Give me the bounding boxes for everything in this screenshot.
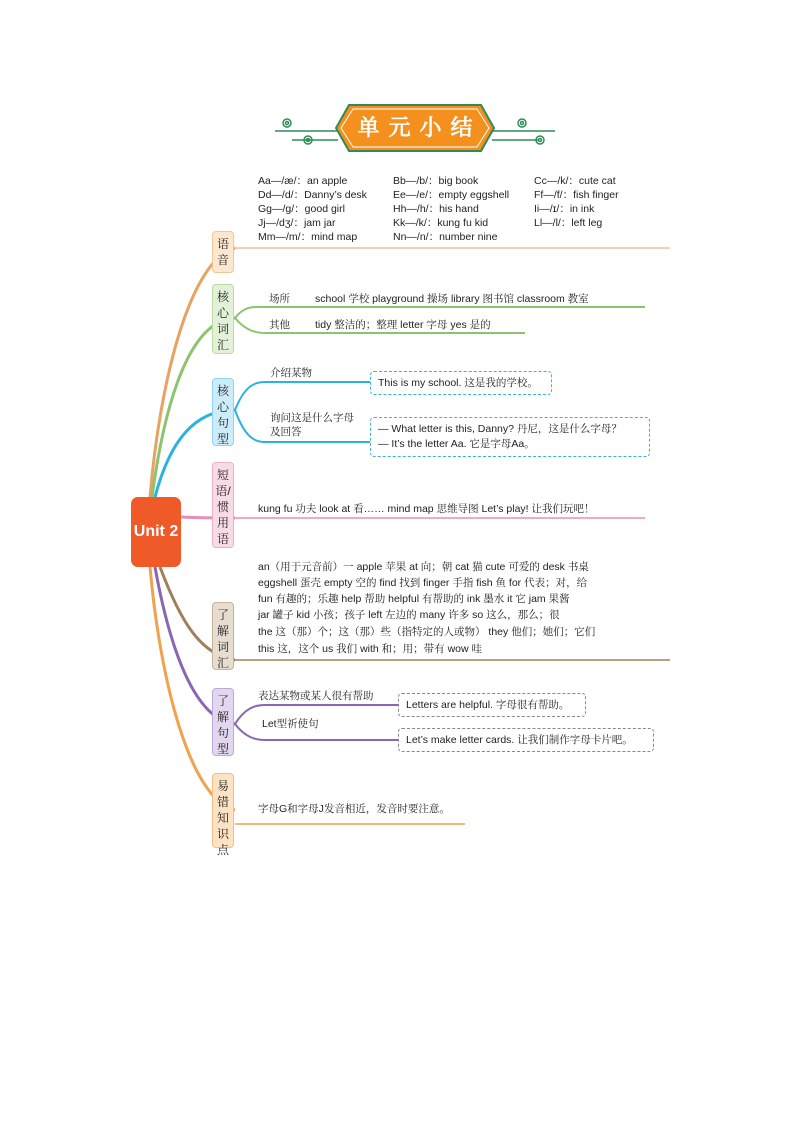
sentence-line: Letters are helpful. 字母很有帮助。 xyxy=(406,699,570,711)
sentence-head-ask-1: 询问这是什么字母 xyxy=(270,412,354,424)
words-line: an（用于元音前）一 apple 苹果 at 向；朝 cat 猫 cute 可爱的 desk 书桌 xyxy=(258,561,589,573)
phonics-item: Aa—/æ/：an apple xyxy=(258,175,348,187)
understand-box-helpful xyxy=(398,693,586,717)
phonics-item: Dd—/d/：Danny’s desk xyxy=(258,189,367,201)
understand-box-lets xyxy=(398,728,654,752)
words-line: jar 罐子 kid 小孩；孩子 left 左边的 many 许多 so 这么，那么；很 xyxy=(258,609,560,621)
sentence-line-1 xyxy=(235,382,370,410)
words-line: eggshell 蛋壳 empty 空的 find 找到 finger 手指 fish 鱼 for 代表；对，给 xyxy=(258,577,588,589)
vocab-head-places: 场所 xyxy=(269,293,290,305)
understand-head-helpful: 表达某物或某人很有帮助 xyxy=(258,690,374,702)
category-phonics: 语音 xyxy=(212,231,234,273)
page-title: 单元小结 xyxy=(357,115,482,140)
category-mistakes: 易错知识点 xyxy=(212,773,234,848)
phonics-item: Ff—/f/：fish finger xyxy=(534,189,619,201)
phonics-item: Hh—/h/：his hand xyxy=(393,203,479,215)
phonics-item: Ll—/l/：left leg xyxy=(534,217,603,229)
words-line: this 这，这个 us 我们 with 和；用；带有 wow 哇 xyxy=(258,643,483,655)
category-vocab: 核心词汇 xyxy=(212,284,234,354)
mistakes-text: 字母G和字母J发音相近，发音时要注意。 xyxy=(258,803,450,815)
category-understand-sentences: 了解句型 xyxy=(212,688,234,756)
phonics-item: Ee—/e/：empty eggshell xyxy=(393,189,510,201)
vocab-line-1 xyxy=(235,307,645,318)
phonics-item: Bb—/b/：big book xyxy=(393,175,479,187)
phonics-item: Gg—/g/：good girl xyxy=(258,203,345,215)
phrases-text: kung fu 功夫 look at 看…… mind map 思维导图 Let’s play! 让我们玩吧！ xyxy=(258,503,595,515)
sentence-line: This is my school. 这是我的学校。 xyxy=(378,377,538,389)
sentence-line: — What letter is this, Danny? 丹尼，这是什么字母？ xyxy=(378,423,622,435)
sentence-box-introduce xyxy=(370,371,552,395)
sentence-head-ask-2: 及回答 xyxy=(270,426,302,438)
words-line: fun 有趣的；乐趣 help 帮助 helpful 有帮助的 ink 墨水 it 它 jam 果酱 xyxy=(258,593,570,605)
phonics-item: Cc—/k/：cute cat xyxy=(534,175,616,187)
phonics-item: Jj—/dʒ/：jam jar xyxy=(258,217,336,229)
vocab-other-text: tidy 整洁的；整理 letter 字母 yes 是的 xyxy=(315,319,491,331)
sentence-head-introduce: 介绍某物 xyxy=(270,367,312,379)
words-line: the 这（那）个；这（那）些（指特定的人或物） they 他们；她们；它们 xyxy=(258,626,596,638)
root-node: Unit 2 xyxy=(131,497,181,567)
sentence-box-ask xyxy=(370,417,650,457)
phonics-item: Ii—/ɪ/：in ink xyxy=(534,203,595,215)
phonics-item: Kk—/k/：kung fu kid xyxy=(393,217,489,229)
sentence-line: — It’s the letter Aa. 它是字母Aa。 xyxy=(378,438,535,450)
category-sentence: 核心句型 xyxy=(212,378,234,446)
vocab-places-text: school 学校 playground 操场 library 图书馆 classroom 教室 xyxy=(315,293,589,305)
category-phrase: 短语/惯用语 xyxy=(212,462,234,548)
phonics-item: Nn—/n/：number nine xyxy=(393,231,498,243)
understand-head-lets: Let型祈使句 xyxy=(262,718,319,730)
vocab-head-other: 其他 xyxy=(269,319,290,331)
sentence-line: Let’s make letter cards. 让我们制作字母卡片吧。 xyxy=(406,734,633,746)
category-words: 了解词汇 xyxy=(212,602,234,670)
phonics-item: Mm—/m/：mind map xyxy=(258,231,358,243)
